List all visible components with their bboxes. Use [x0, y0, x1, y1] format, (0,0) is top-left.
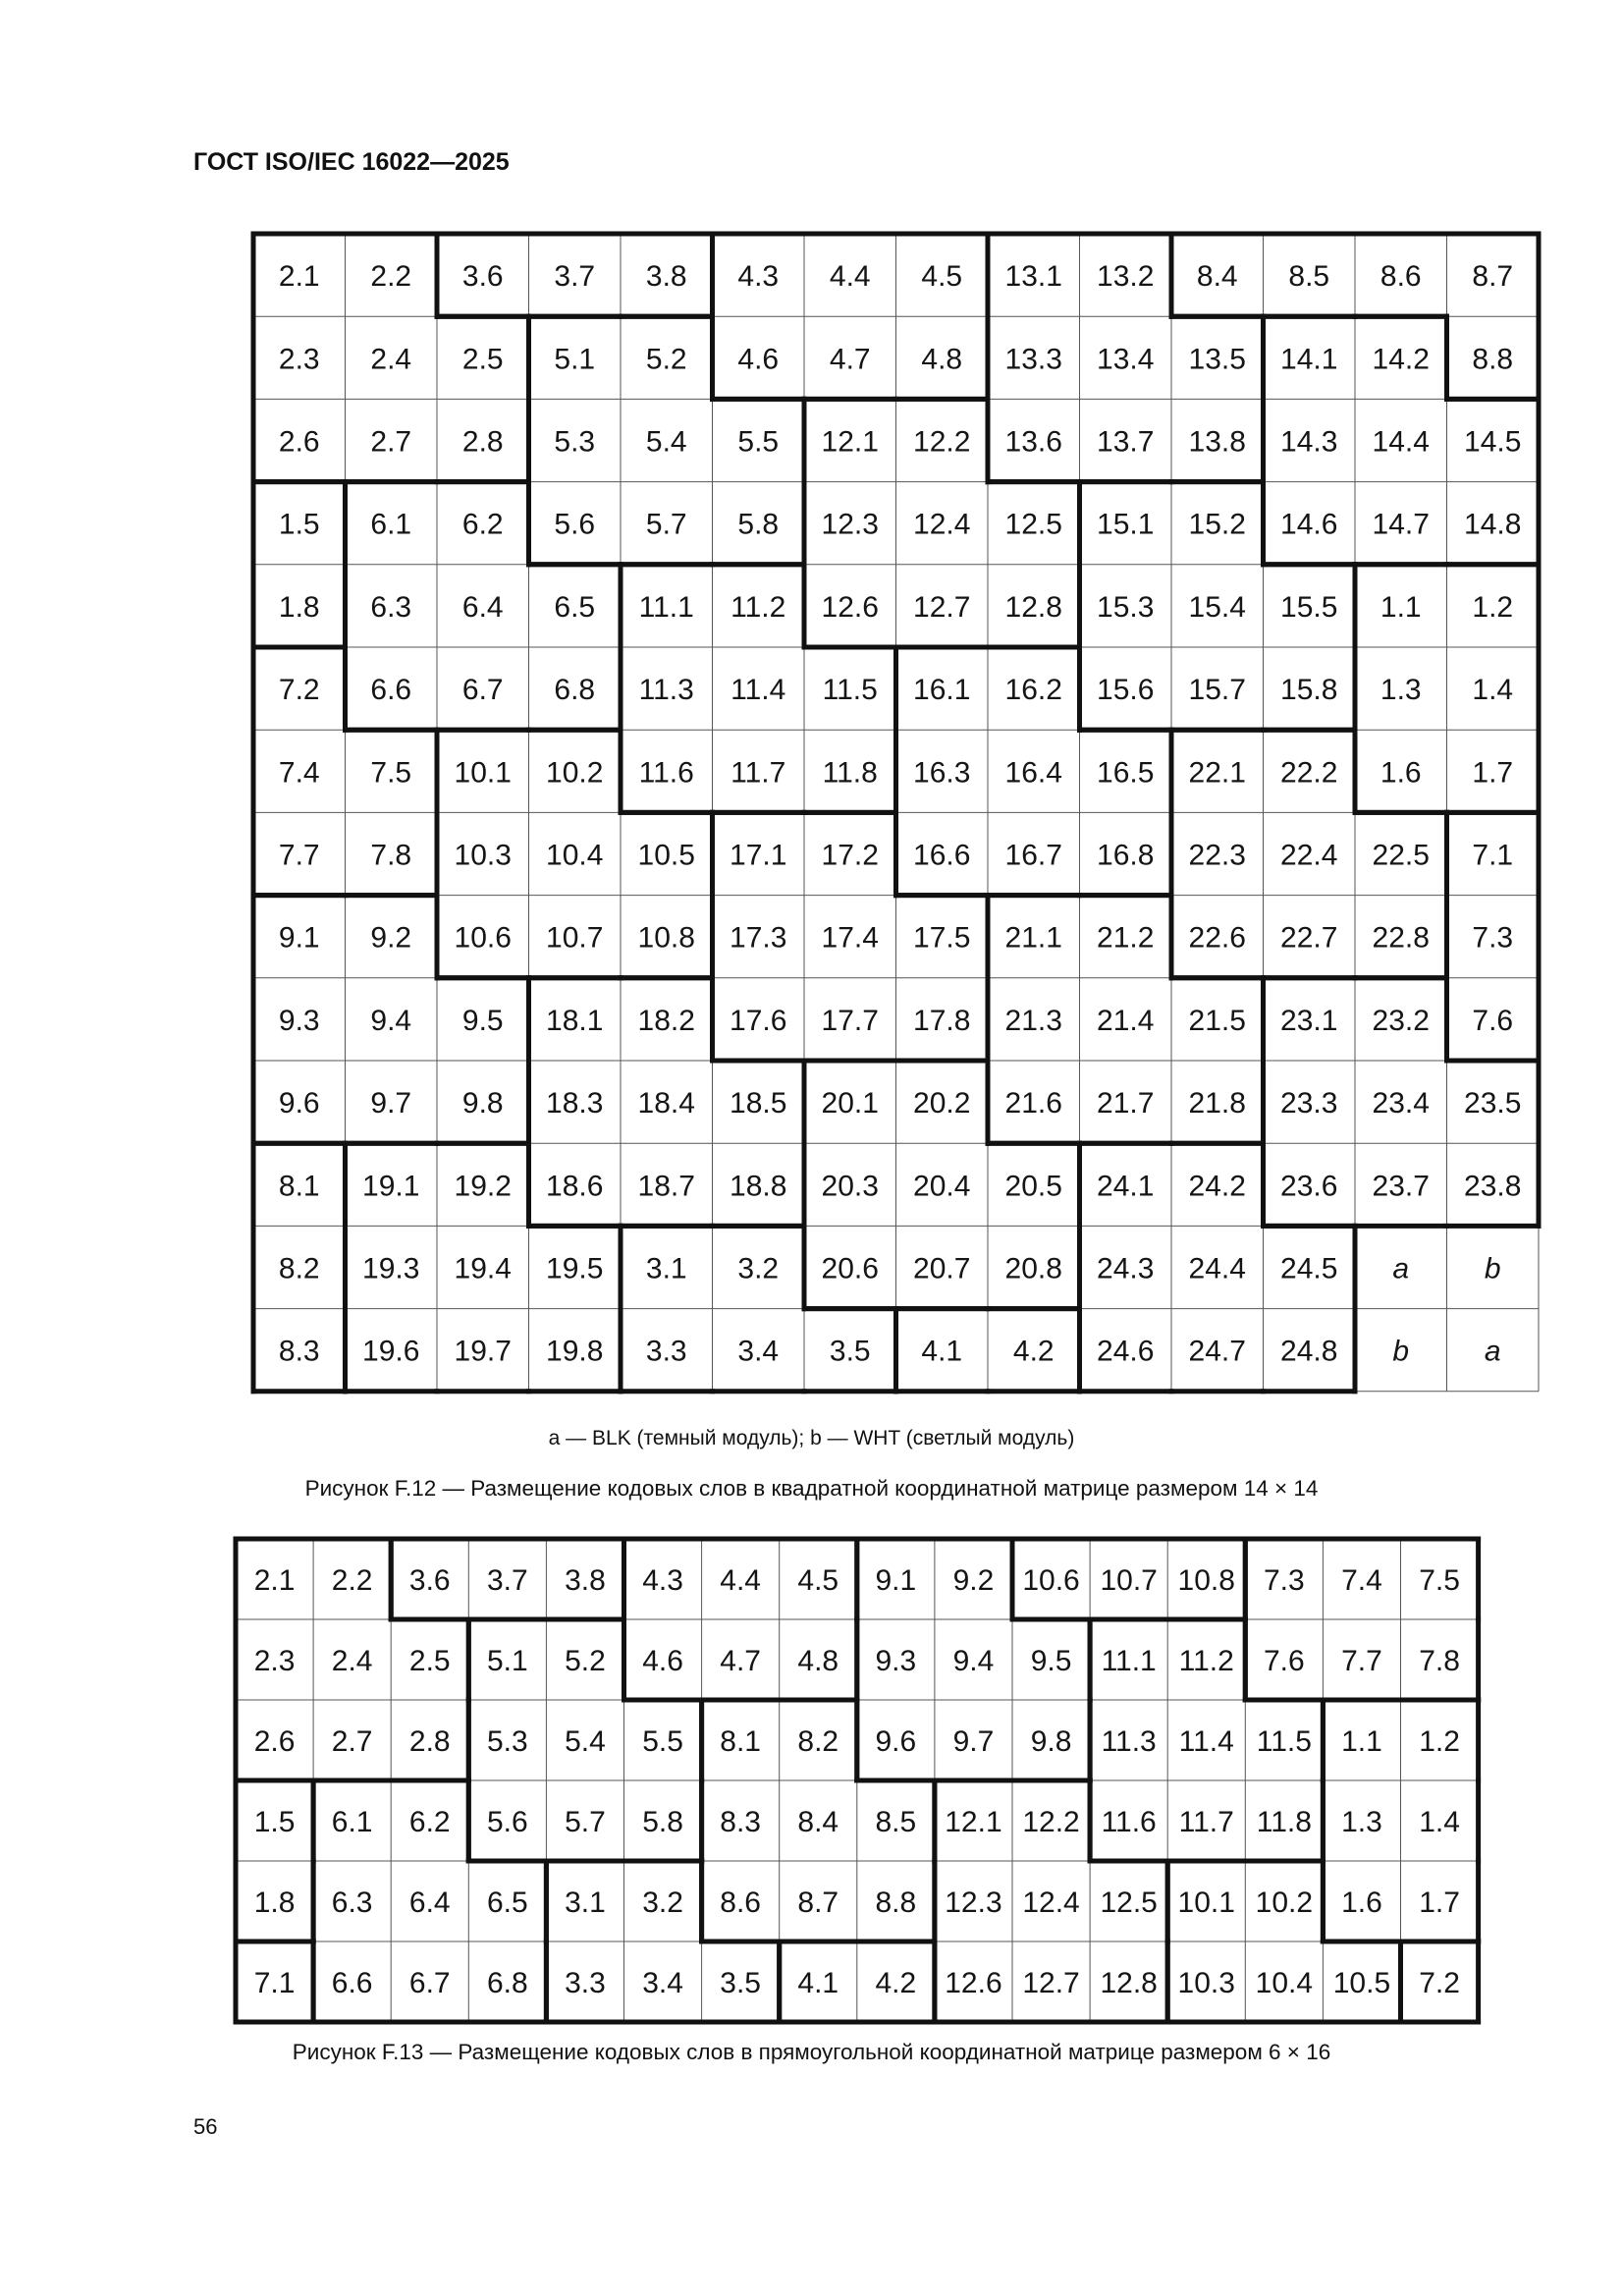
codeword-cell: 19.8 [546, 1335, 604, 1368]
codeword-cell: 4.8 [797, 1645, 839, 1677]
codeword-cell: 23.7 [1372, 1170, 1430, 1203]
codeword-cell: 21.5 [1188, 1004, 1246, 1037]
codeword-cell: 24.8 [1280, 1335, 1338, 1368]
codeword-cell: 20.2 [913, 1087, 971, 1121]
codeword-cell: 24.2 [1188, 1170, 1246, 1203]
codeword-cell: 20.3 [821, 1170, 879, 1203]
codeword-cell: 18.8 [730, 1170, 787, 1203]
codeword-cell: 4.5 [797, 1564, 839, 1597]
codeword-cell: 8.7 [1472, 260, 1514, 294]
codeword-cell: 10.1 [1177, 1886, 1235, 1919]
codeword-cell: 22.4 [1280, 839, 1338, 872]
codeword-cell: 16.2 [1004, 674, 1062, 707]
codeword-cell: 18.3 [546, 1087, 604, 1121]
codeword-cell: 11.2 [730, 590, 786, 624]
codeword-cell: 15.7 [1188, 674, 1246, 707]
codeword-cell: 12.4 [913, 508, 971, 541]
codeword-cell: 16.8 [1097, 839, 1155, 872]
codeword-cell: 8.4 [797, 1806, 839, 1838]
codeword-cell: 24.1 [1097, 1170, 1155, 1203]
codeword-cell: 6.8 [554, 674, 596, 707]
codeword-cell: 20.6 [821, 1252, 879, 1285]
codeword-cell: 23.5 [1464, 1087, 1522, 1121]
codeword-cell: 22.3 [1188, 839, 1246, 872]
codeword-cell: 15.3 [1097, 590, 1155, 624]
codeword-cell: 10.4 [546, 839, 604, 872]
codeword-cell: 9.1 [875, 1564, 917, 1597]
codeword-cell: 6.6 [370, 674, 412, 707]
codeword-cell: 23.6 [1280, 1170, 1338, 1203]
codeword-cell: 10.2 [546, 756, 604, 790]
codeword-cell: 8.1 [278, 1170, 320, 1203]
codeword-cell: 19.3 [362, 1252, 420, 1285]
figure-legend: a — BLK (темный модуль); b — WHT (светлый модуль) [548, 1427, 1075, 1449]
codeword-cell: 24.7 [1188, 1335, 1246, 1368]
codeword-cell: 8.4 [1196, 260, 1238, 294]
codeword-cell: 11.3 [638, 674, 694, 707]
codeword-cell: 18.5 [730, 1087, 787, 1121]
codeword-cell: 3.3 [565, 1967, 606, 1999]
codeword-cell: 2.1 [253, 1564, 296, 1597]
codeword-cell: 16.6 [913, 839, 971, 872]
codeword-cell: 13.7 [1097, 425, 1155, 459]
codeword-cell: 4.5 [921, 260, 963, 294]
codeword-cell: 9.7 [952, 1725, 995, 1758]
codeword-cell: 11.1 [638, 590, 694, 624]
codeword-cell: 19.7 [454, 1335, 512, 1368]
codeword-cell: 11.5 [822, 674, 878, 707]
codeword-cell: 12.7 [913, 590, 971, 624]
codeword-cell: 12.2 [913, 425, 971, 459]
codeword-cell: 15.6 [1097, 674, 1155, 707]
codeword-cell: 8.8 [875, 1886, 917, 1919]
codeword-cell: 23.1 [1280, 1004, 1338, 1037]
codeword-cell: 17.5 [913, 921, 971, 955]
codeword-cell: 9.3 [875, 1645, 917, 1677]
codeword-cell: 14.6 [1280, 508, 1338, 541]
codeword-cell: 8.6 [720, 1886, 762, 1919]
codeword-cell: 8.3 [278, 1335, 320, 1368]
codeword-cell: 7.4 [1341, 1564, 1382, 1597]
codeword-cell: 12.8 [1004, 590, 1062, 624]
codeword-cell: 8.2 [278, 1252, 320, 1285]
codeword-cell: 5.5 [642, 1725, 683, 1758]
codeword-cell: 3.2 [737, 1252, 780, 1285]
codeword-cell: 1.2 [1472, 590, 1514, 624]
codeword-cell: 2.4 [331, 1645, 373, 1677]
codeword-cell: 2.8 [408, 1725, 451, 1758]
codeword-cell: 7.1 [253, 1967, 296, 1999]
codeword-cell: 12.3 [945, 1886, 1002, 1919]
codeword-cell: 5.7 [565, 1806, 606, 1838]
codeword-cell: 9.7 [370, 1087, 412, 1121]
codeword-cell: 10.6 [454, 921, 512, 955]
codeword-cell: 7.8 [1419, 1645, 1460, 1677]
codeword-cell: 5.8 [642, 1806, 683, 1838]
codeword-cell: 7.2 [1419, 1967, 1460, 1999]
codeword-cell: 11.7 [730, 756, 786, 790]
codeword-cell: 7.6 [1263, 1645, 1305, 1677]
codeword-cell: 10.2 [1255, 1886, 1314, 1919]
codeword-cell: 7.3 [1263, 1564, 1305, 1597]
codeword-cell: 7.1 [1472, 839, 1514, 872]
codeword-cell: 11.4 [730, 674, 786, 707]
codeword-cell: 21.2 [1097, 921, 1155, 955]
codeword-cell: 19.4 [454, 1252, 512, 1285]
codeword-cell: a [1484, 1335, 1501, 1368]
figure-f13-grid [236, 1539, 1479, 2022]
codeword-cell: 1.8 [253, 1886, 296, 1919]
codeword-cell: 3.4 [642, 1967, 683, 1999]
codeword-cell: 12.8 [1100, 1967, 1158, 1999]
codeword-cell: 22.7 [1280, 921, 1338, 955]
codeword-cell: 6.2 [461, 508, 504, 541]
codeword-cell: 12.2 [1022, 1806, 1080, 1838]
codeword-cell: 22.8 [1372, 921, 1430, 955]
codeword-cell: 24.4 [1188, 1252, 1246, 1285]
codeword-cell: 13.3 [1004, 343, 1062, 376]
codeword-cell: 18.4 [637, 1087, 695, 1121]
codeword-cell: 14.1 [1280, 343, 1338, 376]
codeword-cell: 10.7 [546, 921, 604, 955]
codeword-cell: 6.1 [331, 1806, 373, 1838]
codeword-cell: 13.1 [1004, 260, 1062, 294]
codeword-cell: 1.4 [1419, 1806, 1460, 1838]
codeword-cell: 4.1 [797, 1967, 839, 1999]
codeword-cell: 6.7 [408, 1967, 451, 1999]
codeword-cell: 21.1 [1004, 921, 1062, 955]
codeword-cell: 4.4 [720, 1564, 762, 1597]
codeword-cell: 24.6 [1097, 1335, 1155, 1368]
codeword-cell: 14.4 [1372, 425, 1430, 459]
codeword-cell: 5.3 [486, 1725, 528, 1758]
codeword-cell: 5.2 [645, 343, 687, 376]
codeword-cell: 7.7 [278, 839, 320, 872]
codeword-cell: 12.3 [821, 508, 879, 541]
codeword-cell: 2.6 [278, 425, 320, 459]
codeword-cell: 19.5 [546, 1252, 604, 1285]
codeword-cell: 11.1 [1101, 1645, 1157, 1677]
codeword-cell: 20.8 [1004, 1252, 1062, 1285]
codeword-cell: 1.1 [1380, 590, 1422, 624]
codeword-cell: 7.7 [1341, 1645, 1382, 1677]
codeword-cell: 6.6 [331, 1967, 373, 1999]
codeword-cell: 16.1 [913, 674, 971, 707]
codeword-cell: 10.8 [637, 921, 695, 955]
codeword-cell: 21.7 [1097, 1087, 1155, 1121]
codeword-cell: 5.4 [565, 1725, 606, 1758]
codeword-cell: 7.5 [370, 756, 412, 790]
codeword-cell: 18.1 [546, 1004, 604, 1037]
codeword-cell: 16.4 [1004, 756, 1062, 790]
codeword-cell: 1.7 [1472, 756, 1514, 790]
codeword-cell: 5.5 [737, 425, 780, 459]
codeword-cell: 11.6 [1101, 1806, 1157, 1838]
codeword-cell: 22.2 [1280, 756, 1338, 790]
figure-f12-grid [253, 234, 1539, 1392]
figure-f13-caption: Рисунок F.13 — Размещение кодовых слов в прямоугольной координатной матрице размером 6 × 16 [292, 2040, 1331, 2064]
codeword-cell: 2.3 [278, 343, 320, 376]
codeword-cell: 4.2 [875, 1967, 917, 1999]
codeword-cell: 17.1 [730, 839, 787, 872]
codeword-cell: 9.6 [278, 1087, 320, 1121]
codeword-cell: 24.3 [1097, 1252, 1155, 1285]
codeword-cell: 2.8 [461, 425, 504, 459]
codeword-cell: 11.2 [1178, 1645, 1234, 1677]
codeword-cell: 9.8 [461, 1087, 504, 1121]
codeword-cell: 10.5 [637, 839, 695, 872]
codeword-cell: 3.8 [645, 260, 687, 294]
codeword-cell: 9.6 [875, 1725, 917, 1758]
codeword-cell: 21.6 [1004, 1087, 1062, 1121]
codeword-cell: 19.6 [362, 1335, 420, 1368]
codeword-cell: 10.3 [454, 839, 512, 872]
codeword-cell: 7.4 [278, 756, 320, 790]
codeword-cell: 11.5 [1256, 1725, 1312, 1758]
codeword-cell: 8.7 [797, 1886, 839, 1919]
codeword-cell: 3.1 [565, 1886, 606, 1919]
codeword-cell: 23.3 [1280, 1087, 1338, 1121]
codeword-cell: 7.2 [278, 674, 320, 707]
codeword-cell: 8.6 [1380, 260, 1422, 294]
document-header: ГОСТ ISO/IEC 16022—2025 [193, 148, 510, 176]
codeword-cell: 10.3 [1177, 1967, 1235, 1999]
codeword-cell: a [1392, 1252, 1410, 1285]
codeword-cell: 2.5 [408, 1645, 451, 1677]
codeword-cell: 9.1 [278, 921, 320, 955]
codeword-cell: 1.8 [278, 590, 320, 624]
codeword-cell: 1.7 [1419, 1886, 1460, 1919]
codeword-cell: 3.6 [461, 260, 504, 294]
codeword-cell: b [1484, 1252, 1501, 1285]
codeword-cell: 22.5 [1372, 839, 1430, 872]
codeword-cell: 7.3 [1472, 921, 1514, 955]
codeword-cell: 3.6 [408, 1564, 451, 1597]
codeword-cell: 4.4 [829, 260, 871, 294]
codeword-cell: 1.3 [1380, 674, 1422, 707]
codeword-cell: 20.5 [1004, 1170, 1062, 1203]
codeword-cell: 9.2 [370, 921, 412, 955]
codeword-cell: 8.3 [720, 1806, 762, 1838]
codeword-cell: 19.2 [454, 1170, 512, 1203]
codeword-cell: 2.3 [253, 1645, 296, 1677]
codeword-cell: 2.1 [278, 260, 320, 294]
codeword-cell: 16.3 [913, 756, 971, 790]
codeword-cell: 20.1 [821, 1087, 879, 1121]
codeword-cell: 16.7 [1004, 839, 1062, 872]
codeword-cell: 23.4 [1372, 1087, 1430, 1121]
codeword-cell: 9.4 [952, 1645, 995, 1677]
codeword-cell: 6.4 [408, 1886, 451, 1919]
codeword-cell: 8.8 [1472, 343, 1514, 376]
codeword-cell: 3.7 [554, 260, 596, 294]
codeword-cell: 10.1 [454, 756, 512, 790]
codeword-cell: b [1392, 1335, 1410, 1368]
codeword-cell: 8.2 [797, 1725, 839, 1758]
codeword-cell: 10.5 [1332, 1967, 1391, 1999]
codeword-cell: 20.4 [913, 1170, 971, 1203]
codeword-cell: 1.2 [1419, 1725, 1460, 1758]
codeword-cell: 17.7 [821, 1004, 879, 1037]
codeword-cell: 3.3 [645, 1335, 687, 1368]
codeword-cell: 3.2 [642, 1886, 683, 1919]
codeword-cell: 4.7 [829, 343, 871, 376]
codeword-cell: 13.2 [1097, 260, 1155, 294]
codeword-cell: 12.6 [821, 590, 879, 624]
codeword-cell: 4.1 [921, 1335, 963, 1368]
codeword-cell: 15.1 [1097, 508, 1155, 541]
codeword-cell: 1.6 [1380, 756, 1422, 790]
codeword-cell: 5.1 [554, 343, 596, 376]
codeword-cell: 2.6 [253, 1725, 296, 1758]
codeword-cell: 21.8 [1188, 1087, 1246, 1121]
codeword-cell: 11.3 [1101, 1725, 1157, 1758]
codeword-cell: 9.5 [1030, 1645, 1072, 1677]
codeword-cell: 2.2 [331, 1564, 373, 1597]
codeword-cell: 2.5 [461, 343, 504, 376]
codeword-cell: 12.4 [1022, 1886, 1080, 1919]
codeword-cell: 16.5 [1097, 756, 1155, 790]
codeword-cell: 12.1 [945, 1806, 1002, 1838]
codeword-cell: 11.8 [1256, 1806, 1312, 1838]
codeword-cell: 13.8 [1188, 425, 1246, 459]
codeword-cell: 5.6 [554, 508, 596, 541]
codeword-cell: 5.3 [554, 425, 596, 459]
codeword-cell: 13.6 [1004, 425, 1062, 459]
codeword-cell: 11.7 [1178, 1806, 1234, 1838]
codeword-cell: 9.4 [370, 1004, 412, 1037]
codeword-cell: 21.3 [1004, 1004, 1062, 1037]
codeword-cell: 14.3 [1280, 425, 1338, 459]
codeword-cell: 3.7 [486, 1564, 528, 1597]
codeword-cell: 18.7 [637, 1170, 695, 1203]
codeword-cell: 14.7 [1372, 508, 1430, 541]
codeword-cell: 3.5 [829, 1335, 871, 1368]
codeword-cell: 17.6 [730, 1004, 787, 1037]
codeword-cell: 9.2 [952, 1564, 995, 1597]
codeword-cell: 1.5 [278, 508, 320, 541]
figure-f12-caption: Рисунок F.12 — Размещение кодовых слов в квадратной координатной матрице размером 14 × 14 [304, 1476, 1319, 1501]
codeword-cell: 2.4 [370, 343, 412, 376]
codeword-cell: 2.2 [370, 260, 412, 294]
codeword-cell: 12.6 [945, 1967, 1002, 1999]
codeword-cell: 14.2 [1372, 343, 1430, 376]
codeword-cell: 6.2 [408, 1806, 451, 1838]
codeword-cell: 7.5 [1419, 1564, 1460, 1597]
codeword-cell: 10.6 [1022, 1564, 1080, 1597]
codeword-cell: 8.5 [1288, 260, 1330, 294]
codeword-cell: 23.2 [1372, 1004, 1430, 1037]
codeword-cell: 15.8 [1280, 674, 1338, 707]
codeword-cell: 5.2 [565, 1645, 606, 1677]
codeword-cell: 10.7 [1100, 1564, 1158, 1597]
codeword-cell: 6.4 [461, 590, 504, 624]
codeword-cell: 21.4 [1097, 1004, 1155, 1037]
codeword-cell: 11.6 [638, 756, 694, 790]
codeword-cell: 6.7 [461, 674, 504, 707]
codeword-cell: 11.4 [1178, 1725, 1234, 1758]
codeword-cell: 6.8 [486, 1967, 528, 1999]
codeword-cell: 4.8 [921, 343, 963, 376]
codeword-cell: 18.6 [546, 1170, 604, 1203]
codeword-cell: 5.7 [645, 508, 687, 541]
codeword-cell: 3.5 [720, 1967, 762, 1999]
codeword-cell: 6.3 [370, 590, 412, 624]
codeword-cell: 12.7 [1022, 1967, 1080, 1999]
codeword-cell: 2.7 [370, 425, 412, 459]
codeword-cell: 4.3 [737, 260, 780, 294]
codeword-cell: 14.8 [1464, 508, 1522, 541]
codeword-cell: 15.4 [1188, 590, 1246, 624]
codeword-cell: 5.6 [486, 1806, 528, 1838]
codeword-cell: 22.1 [1188, 756, 1246, 790]
codeword-cell: 13.4 [1097, 343, 1155, 376]
codeword-cell: 1.4 [1472, 674, 1514, 707]
codeword-cell: 17.3 [730, 921, 787, 955]
codeword-cell: 6.5 [554, 590, 596, 624]
codeword-cell: 2.7 [331, 1725, 373, 1758]
codeword-cell: 12.1 [821, 425, 879, 459]
codeword-cell: 15.2 [1188, 508, 1246, 541]
codeword-cell: 13.5 [1188, 343, 1246, 376]
codeword-cell: 17.2 [821, 839, 879, 872]
codeword-cell: 5.8 [737, 508, 780, 541]
codeword-cell: 19.1 [362, 1170, 420, 1203]
codeword-cell: 4.3 [642, 1564, 683, 1597]
codeword-cell: 7.8 [370, 839, 412, 872]
codeword-cell: 4.7 [720, 1645, 762, 1677]
codeword-cell: 4.6 [642, 1645, 683, 1677]
codeword-cell: 6.1 [370, 508, 412, 541]
codeword-cell: 3.1 [645, 1252, 687, 1285]
codeword-cell: 22.6 [1188, 921, 1246, 955]
codeword-cell: 11.8 [822, 756, 878, 790]
codeword-cell: 9.3 [278, 1004, 320, 1037]
codeword-cell: 3.4 [737, 1335, 780, 1368]
page-number: 56 [193, 2114, 218, 2139]
codeword-cell: 8.1 [720, 1725, 762, 1758]
codeword-cell: 1.6 [1341, 1886, 1382, 1919]
codeword-cell: 10.4 [1255, 1967, 1314, 1999]
codeword-cell: 5.4 [645, 425, 687, 459]
codeword-cell: 6.3 [331, 1886, 373, 1919]
codeword-cell: 3.8 [565, 1564, 606, 1597]
codeword-cell: 5.1 [486, 1645, 528, 1677]
codeword-cell: 14.5 [1464, 425, 1522, 459]
codeword-cell: 1.1 [1341, 1725, 1382, 1758]
codeword-cell: 9.8 [1030, 1725, 1072, 1758]
codeword-cell: 4.2 [1012, 1335, 1055, 1368]
codeword-cell: 4.6 [737, 343, 780, 376]
codeword-cell: 12.5 [1004, 508, 1062, 541]
codeword-cell: 1.5 [253, 1806, 296, 1838]
codeword-cell: 10.8 [1177, 1564, 1235, 1597]
codeword-cell: 7.6 [1472, 1004, 1514, 1037]
codeword-cell: 9.5 [461, 1004, 504, 1037]
codeword-cell: 17.8 [913, 1004, 971, 1037]
codeword-cell: 8.5 [875, 1806, 917, 1838]
codeword-cell: 24.5 [1280, 1252, 1338, 1285]
codeword-cell: 12.5 [1100, 1886, 1158, 1919]
codeword-cell: 20.7 [913, 1252, 971, 1285]
codeword-cell: 23.8 [1464, 1170, 1522, 1203]
codeword-cell: 18.2 [637, 1004, 695, 1037]
codeword-cell: 17.4 [821, 921, 879, 955]
codeword-cell: 1.3 [1341, 1806, 1382, 1838]
codeword-cell: 6.5 [486, 1886, 528, 1919]
codeword-cell: 15.5 [1280, 590, 1338, 624]
